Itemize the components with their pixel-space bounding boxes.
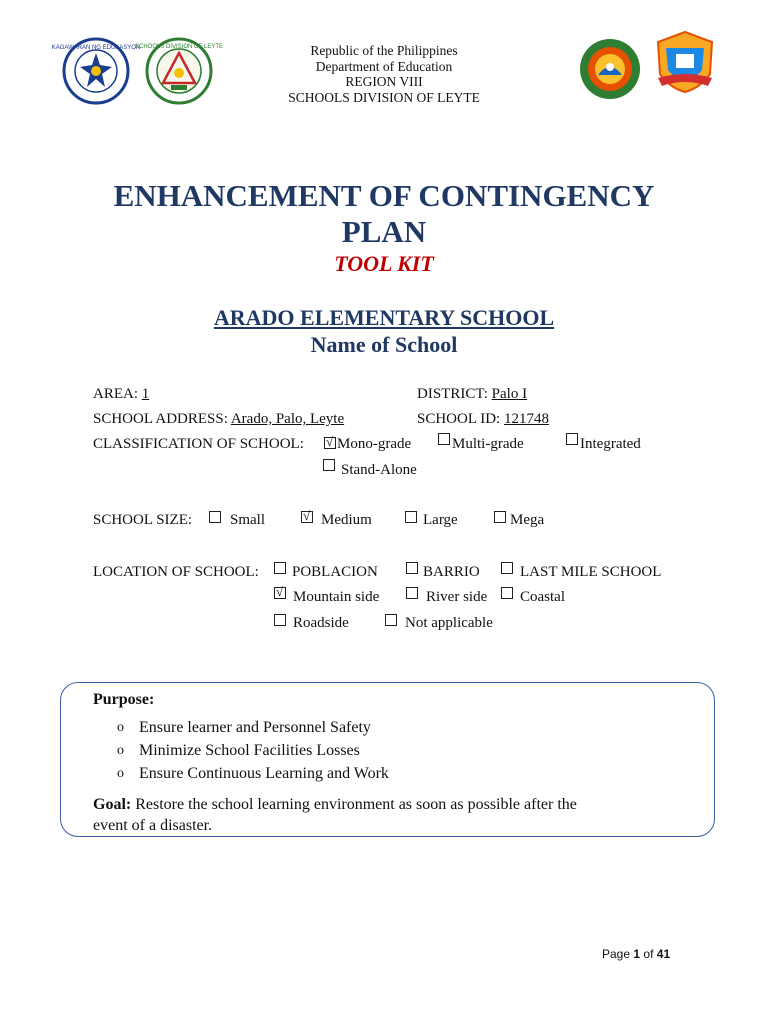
loc-barrio-label: BARRIO xyxy=(423,564,480,580)
school-name-caption: Name of School xyxy=(310,332,458,357)
loc-coastal-label: Coastal xyxy=(520,589,565,605)
purpose-item-2: Minimize School Facilities Losses xyxy=(139,742,360,759)
loc-roadside-checkbox[interactable] xyxy=(274,614,286,626)
header-department: Department of Education xyxy=(315,58,453,74)
address-value: Arado, Palo, Leyte xyxy=(230,411,345,427)
goal-text-1: Restore the school learning environment as soon as possible after the xyxy=(135,796,577,813)
loc-last-mile-label: LAST MILE SCHOOL xyxy=(520,564,662,580)
size-mega-checkbox[interactable] xyxy=(494,511,506,523)
document-title-line2: PLAN xyxy=(341,214,427,249)
school-id-value: 121748 xyxy=(503,411,549,427)
loc-mountain-side-label: Mountain side xyxy=(293,589,380,605)
loc-poblacion-checkbox[interactable] xyxy=(274,562,286,574)
loc-river-side-checkbox[interactable] xyxy=(406,587,418,599)
mono-grade-label: Mono-grade xyxy=(337,436,412,452)
sdo-leyte-logo xyxy=(134,37,224,105)
area-label: AREA: xyxy=(93,386,138,402)
header-division: SCHOOLS DIVISION OF LEYTE xyxy=(288,89,480,105)
district-value: Palo I xyxy=(491,386,528,402)
goal-label: Goal: xyxy=(93,796,132,813)
school-name: ARADO ELEMENTARY SCHOOL xyxy=(213,305,555,330)
loc-river-side-label: River side xyxy=(426,589,488,605)
size-small-label: Small xyxy=(230,512,266,528)
page-word: Page xyxy=(602,947,631,961)
school-id-label: SCHOOL ID: xyxy=(417,411,501,427)
classification-label: CLASSIFICATION OF SCHOOL: xyxy=(93,436,304,452)
goal-text-2: event of a disaster. xyxy=(93,817,213,834)
loc-coastal-checkbox[interactable] xyxy=(501,587,513,599)
purpose-item-3: Ensure Continuous Learning and Work xyxy=(139,765,389,782)
area-field xyxy=(93,385,149,403)
address-field xyxy=(93,410,358,428)
size-mega-label: Mega xyxy=(510,512,545,528)
purpose-heading: Purpose: xyxy=(93,691,155,708)
size-large-checkbox[interactable] xyxy=(405,511,417,523)
area-value: 1 xyxy=(141,386,150,402)
header-region: REGION VIII xyxy=(345,74,423,89)
loc-not-applicable-label: Not applicable xyxy=(405,615,493,631)
integrated-checkbox[interactable] xyxy=(566,433,578,445)
school-safety-badge-logo xyxy=(652,30,718,96)
loc-poblacion-label: POBLACION xyxy=(292,564,378,580)
multi-grade-label: Multi-grade xyxy=(452,436,524,452)
document-subtitle: TOOL KIT xyxy=(334,251,434,276)
stand-alone-checkbox[interactable] xyxy=(323,459,335,471)
district-field xyxy=(417,385,527,403)
district-label: DISTRICT: xyxy=(417,386,488,402)
page-of: of xyxy=(643,947,654,961)
loc-barrio-checkbox[interactable] xyxy=(406,562,418,574)
deped-seal-text: KAGAWARAN NG EDUKASYON xyxy=(51,45,141,51)
size-small-checkbox[interactable] xyxy=(209,511,221,523)
size-medium-checkbox[interactable] xyxy=(301,511,313,523)
agency-header xyxy=(234,43,534,105)
goal-line-1 xyxy=(93,795,577,814)
integrated-label: Integrated xyxy=(580,436,641,452)
page-number xyxy=(602,947,670,961)
purpose-bullet-1: o xyxy=(117,720,124,735)
size-large-label: Large xyxy=(423,512,458,528)
loc-last-mile-checkbox[interactable] xyxy=(501,562,513,574)
loc-mountain-side-checkbox[interactable] xyxy=(274,587,286,599)
size-label: SCHOOL SIZE: xyxy=(93,512,193,528)
mono-grade-checkbox[interactable] xyxy=(324,437,336,449)
school-id-field xyxy=(417,410,549,428)
page-current: 1 xyxy=(633,947,641,961)
purpose-item-1: Ensure learner and Personnel Safety xyxy=(139,719,371,736)
multi-grade-checkbox[interactable] xyxy=(438,433,450,445)
loc-not-applicable-checkbox[interactable] xyxy=(385,614,397,626)
loc-roadside-label: Roadside xyxy=(293,615,349,631)
document-title-line1: ENHANCEMENT OF CONTINGENCY xyxy=(113,178,655,213)
drrm-seal-logo xyxy=(576,37,644,101)
page-total: 41 xyxy=(656,947,671,961)
location-label: LOCATION OF SCHOOL: xyxy=(93,564,259,580)
header-republic: Republic of the Philippines xyxy=(310,43,458,58)
deped-seal-logo xyxy=(51,37,141,105)
purpose-bullet-3: o xyxy=(117,766,124,781)
stand-alone-label: Stand-Alone xyxy=(341,462,417,478)
size-medium-label: Medium xyxy=(321,512,372,528)
address-label: SCHOOL ADDRESS: xyxy=(93,411,228,427)
sdo-leyte-text: SCHOOLS DIVISION OF LEYTE xyxy=(134,44,224,50)
purpose-bullet-2: o xyxy=(117,743,124,758)
